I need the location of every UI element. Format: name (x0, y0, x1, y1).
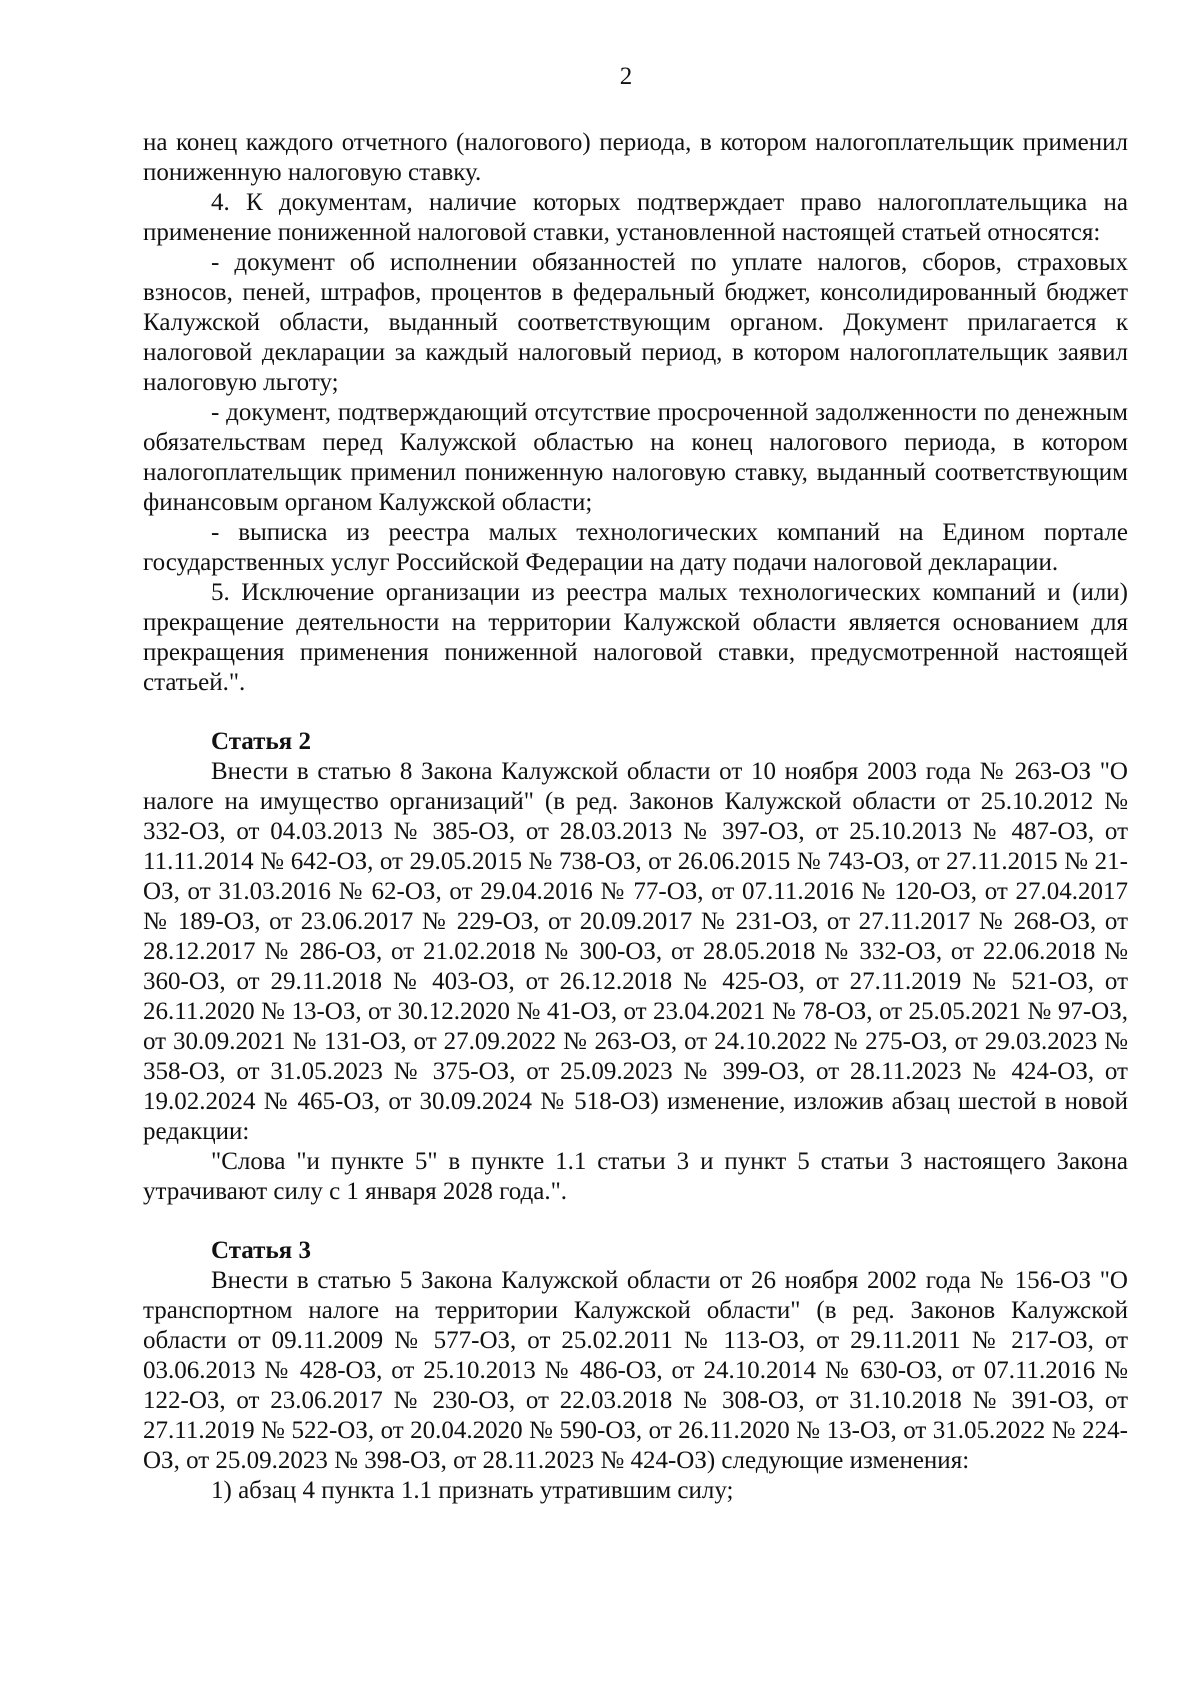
article-2-paragraph-2: "Слова "и пункте 5" в пункте 1.1 статьи 3 и пункт 5 статьи 3 настоящего Закона утрачивают силу с 1 января 2028 года.". (143, 1148, 1128, 1205)
article-2-heading: Статья 2 (211, 728, 311, 755)
paragraph-item-5: 5. Исключение организации из реестра малых технологических компаний и (или) прекращение деятельности на территории Калужской области является основанием для прекращения применения пониженной налоговой ставки, предусмотренной настоящей статьей.". (143, 579, 1128, 696)
paragraph-continuation: на конец каждого отчетного (налогового) периода, в котором налогоплательщик применил пониженную налоговую ставку. (143, 129, 1128, 186)
paragraph-item-4: 4. К документам, наличие которых подтверждает право налогоплательщика на применение пониженной налоговой ставки, установленной настоящей статьей относятся: (143, 189, 1128, 246)
paragraph-document-list-1: - документ об исполнении обязанностей по уплате налогов, сборов, страховых взносов, пеней, штрафов, процентов в федеральный бюджет, консолидированный бюджет Калужской области, выданный соответствующим органом. Документ прилагается к налоговой декларации за каждый налоговый период, в котором налогоплательщик заявил налоговую льготу; (143, 249, 1128, 396)
article-3-paragraph-2: 1) абзац 4 пункта 1.1 признать утратившим силу; (211, 1477, 734, 1504)
paragraph-document-list-3: - выписка из реестра малых технологических компаний на Едином портале государственных услуг Российской Федерации на дату подачи налоговой декларации. (143, 519, 1128, 576)
document-body (143, 128, 1128, 1506)
paragraph-document-list-2: - документ, подтверждающий отсутствие просроченной задолженности по денежным обязательствам перед Калужской областью на конец налогового периода, в котором налогоплательщик применил пониженную налоговую ставку, выданный соответствующим финансовым органом Калужской области; (143, 399, 1128, 516)
article-2-paragraph-1: Внести в статью 8 Закона Калужской области от 10 ноября 2003 года № 263-ОЗ "О налоге на имущество организаций" (в ред. Законов Калужской области от 25.10.2012 № 332-ОЗ, от 04.03.2013 № 385-ОЗ, от 28.03.2013 № 397-ОЗ, от 25.10.2013 № 487-ОЗ, от 11.11.2014 № 642-ОЗ, от 29.05.2015 № 738-ОЗ, от 26.06.2015 № 743-ОЗ, от 27.11.2015 № 21-ОЗ, от 31.03.2016 № 62-ОЗ, от 29.04.2016 № 77-ОЗ, от 07.11.2016 № 120-ОЗ, от 27.04.2017 № 189-ОЗ, от 23.06.2017 № 229-ОЗ, от 20.09.2017 № 231-ОЗ, от 27.11.2017 № 268-ОЗ, от 28.12.2017 № 286-ОЗ, от 21.02.2018 № 300-ОЗ, от 28.05.2018 № 332-ОЗ, от 22.06.2018 № 360-ОЗ, от 29.11.2018 № 403-ОЗ, от 26.12.2018 № 425-ОЗ, от 27.11.2019 № 521-ОЗ, от 26.11.2020 № 13-ОЗ, от 30.12.2020 № 41-ОЗ, от 23.04.2021 № 78-ОЗ, от 25.05.2021 № 97-ОЗ, от 30.09.2021 № 131-ОЗ, от 27.09.2022 № 263-ОЗ, от 24.10.2022 № 275-ОЗ, от 29.03.2023 № 358-ОЗ, от 31.05.2023 № 375-ОЗ, от 25.09.2023 № 399-ОЗ, от 28.11.2023 № 424-ОЗ, от 19.02.2024 № 465-ОЗ, от 30.09.2024 № 518-ОЗ) изменение, изложив абзац шестой в новой редакции: (143, 758, 1128, 1145)
article-3-paragraph-1: Внести в статью 5 Закона Калужской области от 26 ноября 2002 года № 156-ОЗ "О транспортном налоге на территории Калужской области" (в ред. Законов Калужской области от 09.11.2009 № 577-ОЗ, от 25.02.2011 № 113-ОЗ, от 29.11.2011 № 217-ОЗ, от 03.06.2013 № 428-ОЗ, от 25.10.2013 № 486-ОЗ, от 24.10.2014 № 630-ОЗ, от 07.11.2016 № 122-ОЗ, от 23.06.2017 № 230-ОЗ, от 22.03.2018 № 308-ОЗ, от 31.10.2018 № 391-ОЗ, от 27.11.2019 № 522-ОЗ, от 20.04.2020 № 590-ОЗ, от 26.11.2020 № 13-ОЗ, от 31.05.2022 № 224-ОЗ, от 25.09.2023 № 398-ОЗ, от 28.11.2023 № 424-ОЗ) следующие изменения: (143, 1267, 1128, 1474)
article-3-heading: Статья 3 (211, 1237, 311, 1264)
page-number: 2 (619, 63, 633, 90)
